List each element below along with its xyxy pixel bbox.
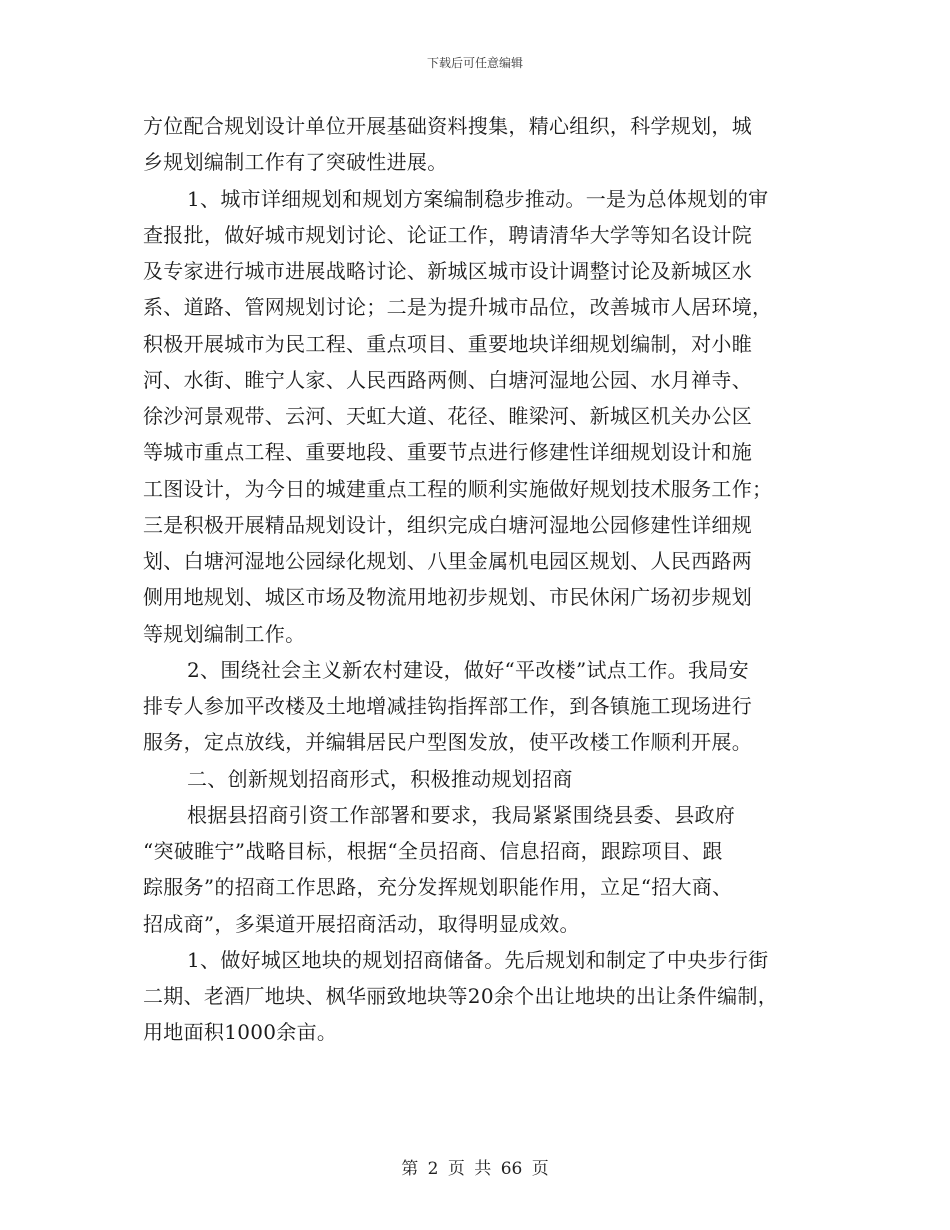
page-header: 下载后可任意编辑 [426, 56, 523, 70]
text-line: 工图设计，为今日的城建重点工程的顺利实施做好规划技术服务工作； [143, 476, 773, 501]
text-line: 2、围绕社会主义新农村建设，做好“平改楼”试点工作。我局安 [187, 657, 749, 682]
text-line: 根据县招商引资工作部署和要求，我局紧紧围绕县委、县政府 [187, 802, 736, 827]
text-line: 踪服务”的招商工作思路，充分发挥规划职能作用，立足“招大商、 [143, 875, 733, 900]
text-line: 徐沙河景观带、云河、天虹大道、花径、睢梁河、新城区机关办公区 [143, 404, 752, 428]
text-line: 查报批，做好城市规划讨论、论证工作，聘请清华大学等知名设计院 [143, 222, 752, 247]
text-line: 招成商”，多渠道开展招商活动，取得明显成效。 [143, 911, 580, 936]
page-footer: 第 2 页 共 66 页 [401, 1159, 549, 1179]
text-line: 1、做好城区地块的规划招商储备。先后规划和制定了中央步行街 [187, 947, 769, 972]
text-line: 划、白塘河湿地公园绿化规划、八里金属机电园区规划、人民西路两 [143, 549, 752, 573]
text-line: 及专家进行城市进展战略讨论、新城区城市设计调整讨论及新城区水 [143, 259, 752, 283]
document-body [143, 108, 808, 1051]
text-line: 排专人参加平改楼及土地增减挂钩指挥部工作，到各镇施工现场进行 [143, 694, 752, 718]
text-line: 二、创新规划招商形式，积极推动规划招商 [187, 766, 573, 791]
text-line: 二期、老酒厂地块、枫华丽致地块等20余个出让地块的出让条件编制， [143, 984, 779, 1008]
text-line: 系、道路、管网规划讨论；二是为提升城市品位，改善城市人居环境， [143, 295, 773, 320]
text-line: 用地面积1000余亩。 [143, 1020, 338, 1045]
text-line: 侧用地规划、城区市场及物流用地初步规划、市民休闲广场初步规划 [143, 585, 752, 610]
text-line: 等城市重点工程、重要地段、重要节点进行修建性详细规划设计和施 [143, 440, 752, 465]
text-line: “突破睢宁”战略目标，根据“全员招商、信息招商，跟踪项目、跟 [143, 839, 723, 863]
text-line: 乡规划编制工作有了突破性进展。 [143, 150, 448, 175]
text-line: 1、城市详细规划和规划方案编制稳步推动。一是为总体规划的审 [187, 186, 769, 211]
text-line: 等规划编制工作。 [143, 621, 306, 646]
text-line: 积极开展城市为民工程、重点项目、重要地块详细规划编制，对小睢 [143, 331, 752, 356]
text-line: 服务，定点放线，并编辑居民户型图发放，使平改楼工作顺利开展。 [143, 730, 752, 755]
text-line: 河、水街、睢宁人家、人民西路两侧、白塘河湿地公园、水月禅寺、 [143, 367, 752, 392]
text-line: 三是积极开展精品规划设计，组织完成白塘河湿地公园修建性详细规 [143, 512, 752, 537]
text-line: 方位配合规划设计单位开展基础资料搜集，精心组织，科学规划，城 [143, 114, 752, 138]
